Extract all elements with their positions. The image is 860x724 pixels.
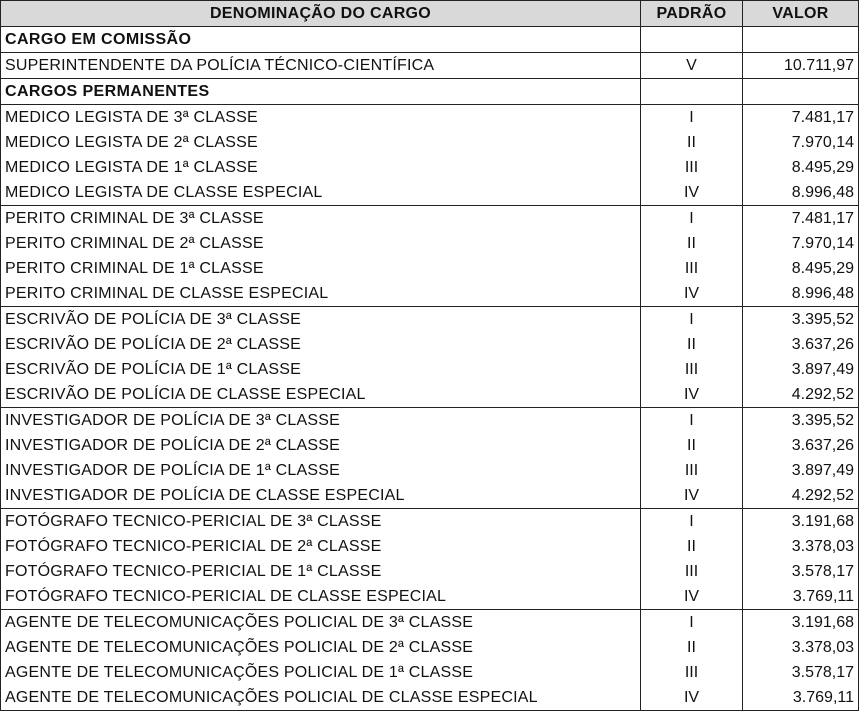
value-cell: 3.637,26 [743,332,859,357]
cargo-name-cell: INVESTIGADOR DE POLÍCIA DE 2ª CLASSE [1,433,641,458]
table-row [1,281,859,307]
cargo-name-cell: MEDICO LEGISTA DE CLASSE ESPECIAL [1,180,641,206]
cargo-name-cell: INVESTIGADOR DE POLÍCIA DE 3ª CLASSE [1,408,641,434]
value-cell: 8.996,48 [743,180,859,206]
value-cell: 7.481,17 [743,206,859,232]
value-cell: 3.191,68 [743,610,859,636]
standard-cell: I [641,408,743,434]
table-row [1,610,859,636]
value-cell: 3.578,17 [743,559,859,584]
table-row [1,660,859,685]
value-cell: 3.378,03 [743,635,859,660]
value-cell: 3.378,03 [743,534,859,559]
cargo-name-cell: AGENTE DE TELECOMUNICAÇÕES POLICIAL DE 3ª CLASSE [1,610,641,636]
standard-cell: IV [641,382,743,408]
cargo-name-cell: ESCRIVÃO DE POLÍCIA DE 1ª CLASSE [1,357,641,382]
cargo-name-cell: ESCRIVÃO DE POLÍCIA DE 2ª CLASSE [1,332,641,357]
cargo-name-cell: MEDICO LEGISTA DE 1ª CLASSE [1,155,641,180]
value-cell: 3.191,68 [743,509,859,535]
cargo-name-cell: ESCRIVÃO DE POLÍCIA DE CLASSE ESPECIAL [1,382,641,408]
table-row [1,105,859,131]
table-row [1,433,859,458]
table-row [1,155,859,180]
section-row-commission [1,27,859,53]
table-row [1,685,859,711]
table-row [1,559,859,584]
value-cell: 3.578,17 [743,660,859,685]
value-cell: 7.970,14 [743,231,859,256]
standard-cell: II [641,534,743,559]
table-row [1,509,859,535]
standard-cell: IV [641,180,743,206]
value-cell: 3.897,49 [743,357,859,382]
standard-cell: II [641,332,743,357]
table-row [1,483,859,509]
cargo-name-cell: ESCRIVÃO DE POLÍCIA DE 3ª CLASSE [1,307,641,333]
value-cell: 4.292,52 [743,483,859,509]
table-row [1,206,859,232]
table-row [1,534,859,559]
value-cell: 3.769,11 [743,685,859,711]
table-row [1,408,859,434]
table-row [1,584,859,610]
standard-cell: II [641,231,743,256]
table-row [1,635,859,660]
value-cell: 3.637,26 [743,433,859,458]
cargo-name-cell: PERITO CRIMINAL DE 1ª CLASSE [1,256,641,281]
standard-cell: III [641,256,743,281]
column-header-standard: PADRÃO [641,1,743,27]
value-cell: 3.769,11 [743,584,859,610]
cargo-name-cell: SUPERINTENDENTE DA POLÍCIA TÉCNICO-CIENTÍFICA [1,53,641,79]
standard-cell: I [641,105,743,131]
cargo-name-cell: INVESTIGADOR DE POLÍCIA DE CLASSE ESPECIAL [1,483,641,509]
value-cell: 7.970,14 [743,130,859,155]
standard-cell: IV [641,281,743,307]
value-cell: 3.395,52 [743,307,859,333]
value-cell: 7.481,17 [743,105,859,131]
value-cell: 3.395,52 [743,408,859,434]
standard-cell: III [641,155,743,180]
standard-cell: IV [641,584,743,610]
value-cell: 8.495,29 [743,256,859,281]
table-row [1,382,859,408]
standard-cell: I [641,610,743,636]
standard-cell: III [641,357,743,382]
table-row [1,256,859,281]
cargo-name-cell: PERITO CRIMINAL DE 2ª CLASSE [1,231,641,256]
cargo-name-cell: AGENTE DE TELECOMUNICAÇÕES POLICIAL DE 1ª CLASSE [1,660,641,685]
cargo-name-cell: MEDICO LEGISTA DE 3ª CLASSE [1,105,641,131]
table-row [1,307,859,333]
standard-cell: II [641,635,743,660]
value-cell: 8.495,29 [743,155,859,180]
value-cell: 10.711,97 [743,53,859,79]
standard-cell: V [641,53,743,79]
cargo-name-cell: INVESTIGADOR DE POLÍCIA DE 1ª CLASSE [1,458,641,483]
standard-cell: II [641,433,743,458]
cargo-name-cell: FOTÓGRAFO TECNICO-PERICIAL DE 1ª CLASSE [1,559,641,584]
cargo-name-cell: AGENTE DE TELECOMUNICAÇÕES POLICIAL DE CLASSE ESPECIAL [1,685,641,711]
value-cell: 4.292,52 [743,382,859,408]
column-header-name: DENOMINAÇÃO DO CARGO [1,1,641,27]
section-row-permanent [1,79,859,105]
table-row [1,130,859,155]
standard-cell: I [641,307,743,333]
standard-cell: III [641,458,743,483]
cargo-name-cell: PERITO CRIMINAL DE CLASSE ESPECIAL [1,281,641,307]
column-header-value: VALOR [743,1,859,27]
cargo-name-cell: AGENTE DE TELECOMUNICAÇÕES POLICIAL DE 2ª CLASSE [1,635,641,660]
table-body [1,27,859,711]
standard-cell: IV [641,483,743,509]
cargo-name-cell: PERITO CRIMINAL DE 3ª CLASSE [1,206,641,232]
table-row [1,458,859,483]
standard-cell: I [641,206,743,232]
table-row [1,332,859,357]
cargo-name-cell: FOTÓGRAFO TECNICO-PERICIAL DE CLASSE ESPECIAL [1,584,641,610]
table-row [1,231,859,256]
section-title: CARGOS PERMANENTES [1,79,641,105]
value-cell: 3.897,49 [743,458,859,483]
table-header [1,1,859,27]
section-title: CARGO EM COMISSÃO [1,27,641,53]
standard-cell: III [641,660,743,685]
value-cell: 8.996,48 [743,281,859,307]
table-row [1,53,859,79]
standard-cell: III [641,559,743,584]
cargo-name-cell: FOTÓGRAFO TECNICO-PERICIAL DE 2ª CLASSE [1,534,641,559]
standard-cell: II [641,130,743,155]
table-row [1,357,859,382]
cargo-name-cell: FOTÓGRAFO TECNICO-PERICIAL DE 3ª CLASSE [1,509,641,535]
cargo-name-cell: MEDICO LEGISTA DE 2ª CLASSE [1,130,641,155]
standard-cell: IV [641,685,743,711]
table-row [1,180,859,206]
standard-cell: I [641,509,743,535]
